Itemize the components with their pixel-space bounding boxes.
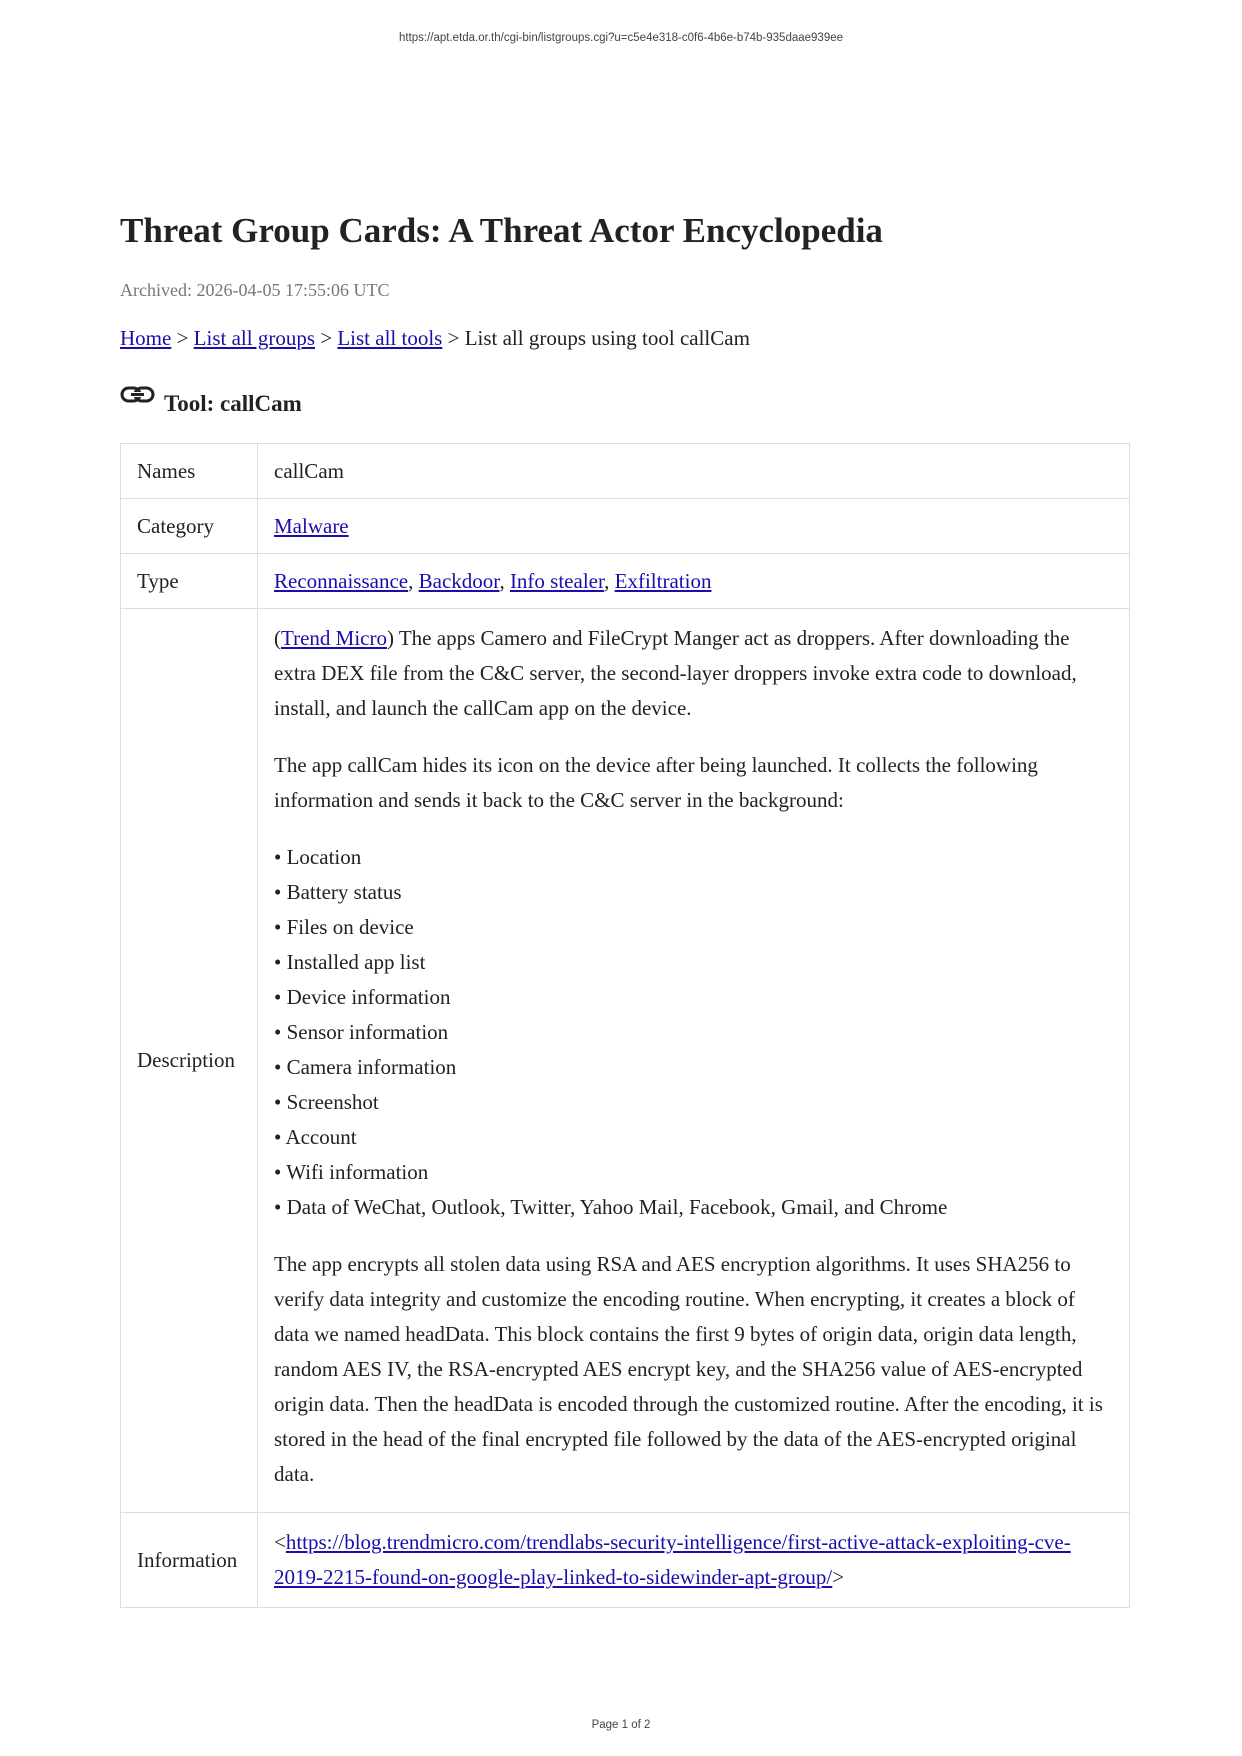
list-item: • Wifi information [274,1160,429,1184]
table-row-information [121,1513,1130,1608]
page-title: Threat Group Cards: A Threat Actor Encyclopedia [120,211,883,250]
type-link-info-stealer[interactable]: Info stealer [509,568,605,593]
tool-heading [120,385,1130,417]
row-value-type: Reconnaissance, Backdoor, Info stealer, Exfiltration [258,554,1130,609]
list-item: • Sensor information [274,1020,449,1044]
row-label-type: Type [121,554,258,609]
breadcrumb-current: List all groups using tool callCam [464,326,750,350]
print-header-url: https://apt.etda.or.th/cgi-bin/listgroups.cgi?u=c5e4e318-c0f6-4b6e-b74b-935daae939ee [398,32,844,44]
description-paragraph-1: (Trend Micro) The apps Camero and FileCrypt Manger act as droppers. After downloading the extra DEX file from the C&C server, the second-layer droppers invoke extra code to download, install, and launch the callCam app on the device. [274,626,1077,720]
type-link-reconnaissance[interactable]: Reconnaissance [274,568,409,593]
category-malware-link[interactable]: Malware [274,513,349,538]
list-item: • Account [274,1125,357,1149]
table-row-category [121,499,1130,554]
breadcrumb-groups-link[interactable]: List all groups [193,326,315,350]
description-paragraph-3: The app encrypts all stolen data using RSA and AES encryption algorithms. It uses SHA256 to verify data integrity and customize the encoding routine. When encrypting, it creates a block of data we named headData. This block contains the first 9 bytes of origin data, origin data length, random AES IV, the RSA-encrypted AES encrypt key, and the SHA256 value of AES-encrypted origin data. Then the headData is encoded through the customized routine. After the encoding, it is stored in the head of the final encrypted file followed by the data of the AES-encrypted original data. [274,1252,1103,1486]
information-reference-link[interactable]: https://blog.trendmicro.com/trendlabs-security-intelligence/first-active-attack-exploiting-cve-2019-2215-found-on-google-play-linked-to-sidewinder-apt-group/ [274,1530,1071,1589]
list-item: • Installed app list [274,950,426,974]
collected-info-list [274,840,1113,1225]
row-value-information: <https://blog.trendmicro.com/trendlabs-security-intelligence/first-active-attack-exploiting-cve-2019-2215-found-on-google-play-linked-to-sidewinder-apt-group/> [258,1513,1130,1608]
table-row-description [121,609,1130,1513]
description-paragraph-2: The app callCam hides its icon on the device after being launched. It collects the following information and sends it back to the C&C server in the background: [274,753,1038,812]
list-item: • Files on device [274,915,414,939]
breadcrumb-separator: > [176,326,189,350]
row-label-information: Information [121,1513,258,1608]
breadcrumb-separator: > [320,326,333,350]
table-row-names [121,444,1130,499]
list-item: • Location [274,845,362,869]
row-label-names: Names [121,444,258,499]
list-item: • Camera information [274,1055,457,1079]
list-item: • Device information [274,985,451,1009]
table-row-type [121,554,1130,609]
row-label-category: Category [121,499,258,554]
link-icon [120,385,156,405]
row-label-description: Description [121,609,258,1513]
row-value-description [258,609,1130,1513]
tool-heading-text: Tool: callCam [164,391,302,416]
breadcrumb [120,326,1130,351]
breadcrumb-tools-link[interactable]: List all tools [337,326,443,350]
page-number: Page 1 of 2 [591,1719,651,1731]
list-item: • Data of WeChat, Outlook, Twitter, Yahoo Mail, Facebook, Gmail, and Chrome [274,1195,948,1219]
tool-details-table [120,443,1130,1608]
breadcrumb-home-link[interactable]: Home [120,326,172,350]
main-content [120,210,1130,1608]
list-item: • Battery status [274,880,402,904]
row-value-names: callCam [258,444,1130,499]
type-link-backdoor[interactable]: Backdoor [418,568,500,593]
source-trend-micro-link[interactable]: Trend Micro [281,626,387,650]
type-link-exfiltration[interactable]: Exfiltration [614,568,712,593]
list-item: • Screenshot [274,1090,379,1114]
breadcrumb-separator: > [447,326,460,350]
row-value-category [258,499,1130,554]
archived-timestamp: Archived: 2026-04-05 17:55:06 UTC [120,280,390,300]
